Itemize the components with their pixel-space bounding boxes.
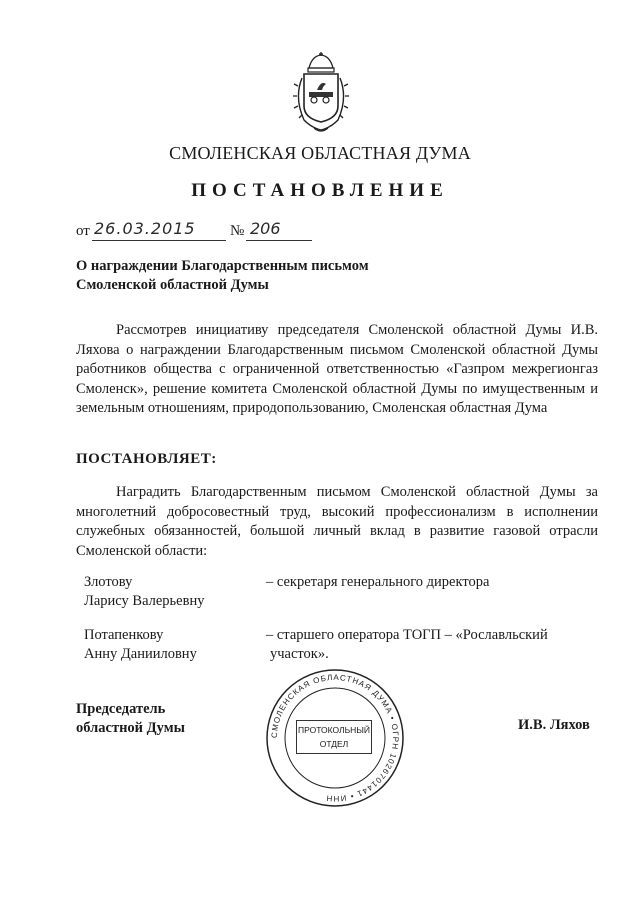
awardee-role-line-2: участок». bbox=[270, 646, 329, 662]
subject-line-2: Смоленской областной Думы bbox=[76, 277, 269, 293]
signatory-title bbox=[76, 700, 185, 738]
signatory-title-line-1: Председатель bbox=[76, 701, 166, 717]
document-number: 206 bbox=[246, 219, 312, 241]
organization-name: СМОЛЕНСКАЯ ОБЛАСТНАЯ ДУМА bbox=[169, 143, 471, 163]
date-number-line bbox=[76, 219, 376, 241]
awardee-surname: Злотову bbox=[84, 574, 133, 590]
awardee-2-name bbox=[84, 626, 197, 664]
number-prefix: № bbox=[230, 223, 245, 239]
award-text: Наградить Благодарственным письмом Смоленской областной Думы за многолетний добросовестный труд, высокий профессионализм в исполнении служебных обязанностей, большой личный вклад в развитие газовой отрасли Смоленской области: bbox=[76, 484, 598, 559]
signer-name: И.В. Ляхов bbox=[518, 717, 590, 733]
preamble-text: Рассмотрев инициативу председателя Смоленской областной Думы И.В. Ляхова о награждении Благодарственным письмом Смоленской областной Думы работников общества с ограниченной ответственностью «Газпром межрегионгаз Смоленск», решение комитета Смоленской областной Думы по имущественным и земельным отношениям, природопользованию, Смоленская областная Дума bbox=[76, 322, 598, 416]
seal-inner-box bbox=[296, 720, 372, 754]
svg-text:СМОЛЕНСКАЯ ОБЛАСТНАЯ ДУМА • ОГ: СМОЛЕНСКАЯ ОБЛАСТНАЯ ДУМА • ОГРН 1026701441 • ИНН bbox=[269, 672, 401, 804]
subject-line-1: О награждении Благодарственным письмом bbox=[76, 258, 369, 274]
awardee-given-name: Анну Данииловну bbox=[84, 646, 197, 662]
preamble-paragraph bbox=[76, 321, 598, 419]
smolensk-coat-of-arms-icon bbox=[292, 52, 350, 134]
seal-line-2: ОТДЕЛ bbox=[319, 739, 349, 749]
awardee-surname: Потапенкову bbox=[84, 627, 164, 643]
awardee-1-role: – секретаря генерального директора bbox=[266, 574, 490, 590]
awardee-1-name bbox=[84, 573, 204, 611]
awardee-given-name: Ларису Валерьевну bbox=[84, 593, 205, 609]
award-paragraph bbox=[76, 483, 598, 561]
seal-line-1: ПРОТОКОЛЬНЫЙ bbox=[298, 725, 370, 735]
signatory-title-line-2: областной Думы bbox=[76, 720, 185, 736]
awardee-2-role bbox=[266, 626, 602, 664]
resolves-heading: ПОСТАНОВЛЯЕТ: bbox=[76, 451, 217, 467]
date-prefix: от bbox=[76, 223, 90, 239]
document-subject bbox=[76, 257, 369, 295]
document-type-title: ПОСТАНОВЛЕНИЕ bbox=[191, 180, 449, 201]
awardee-role-line-1: – старшего оператора ТОГП – «Рославльский bbox=[266, 627, 548, 643]
document-date: 26.03.2015 bbox=[92, 219, 226, 241]
